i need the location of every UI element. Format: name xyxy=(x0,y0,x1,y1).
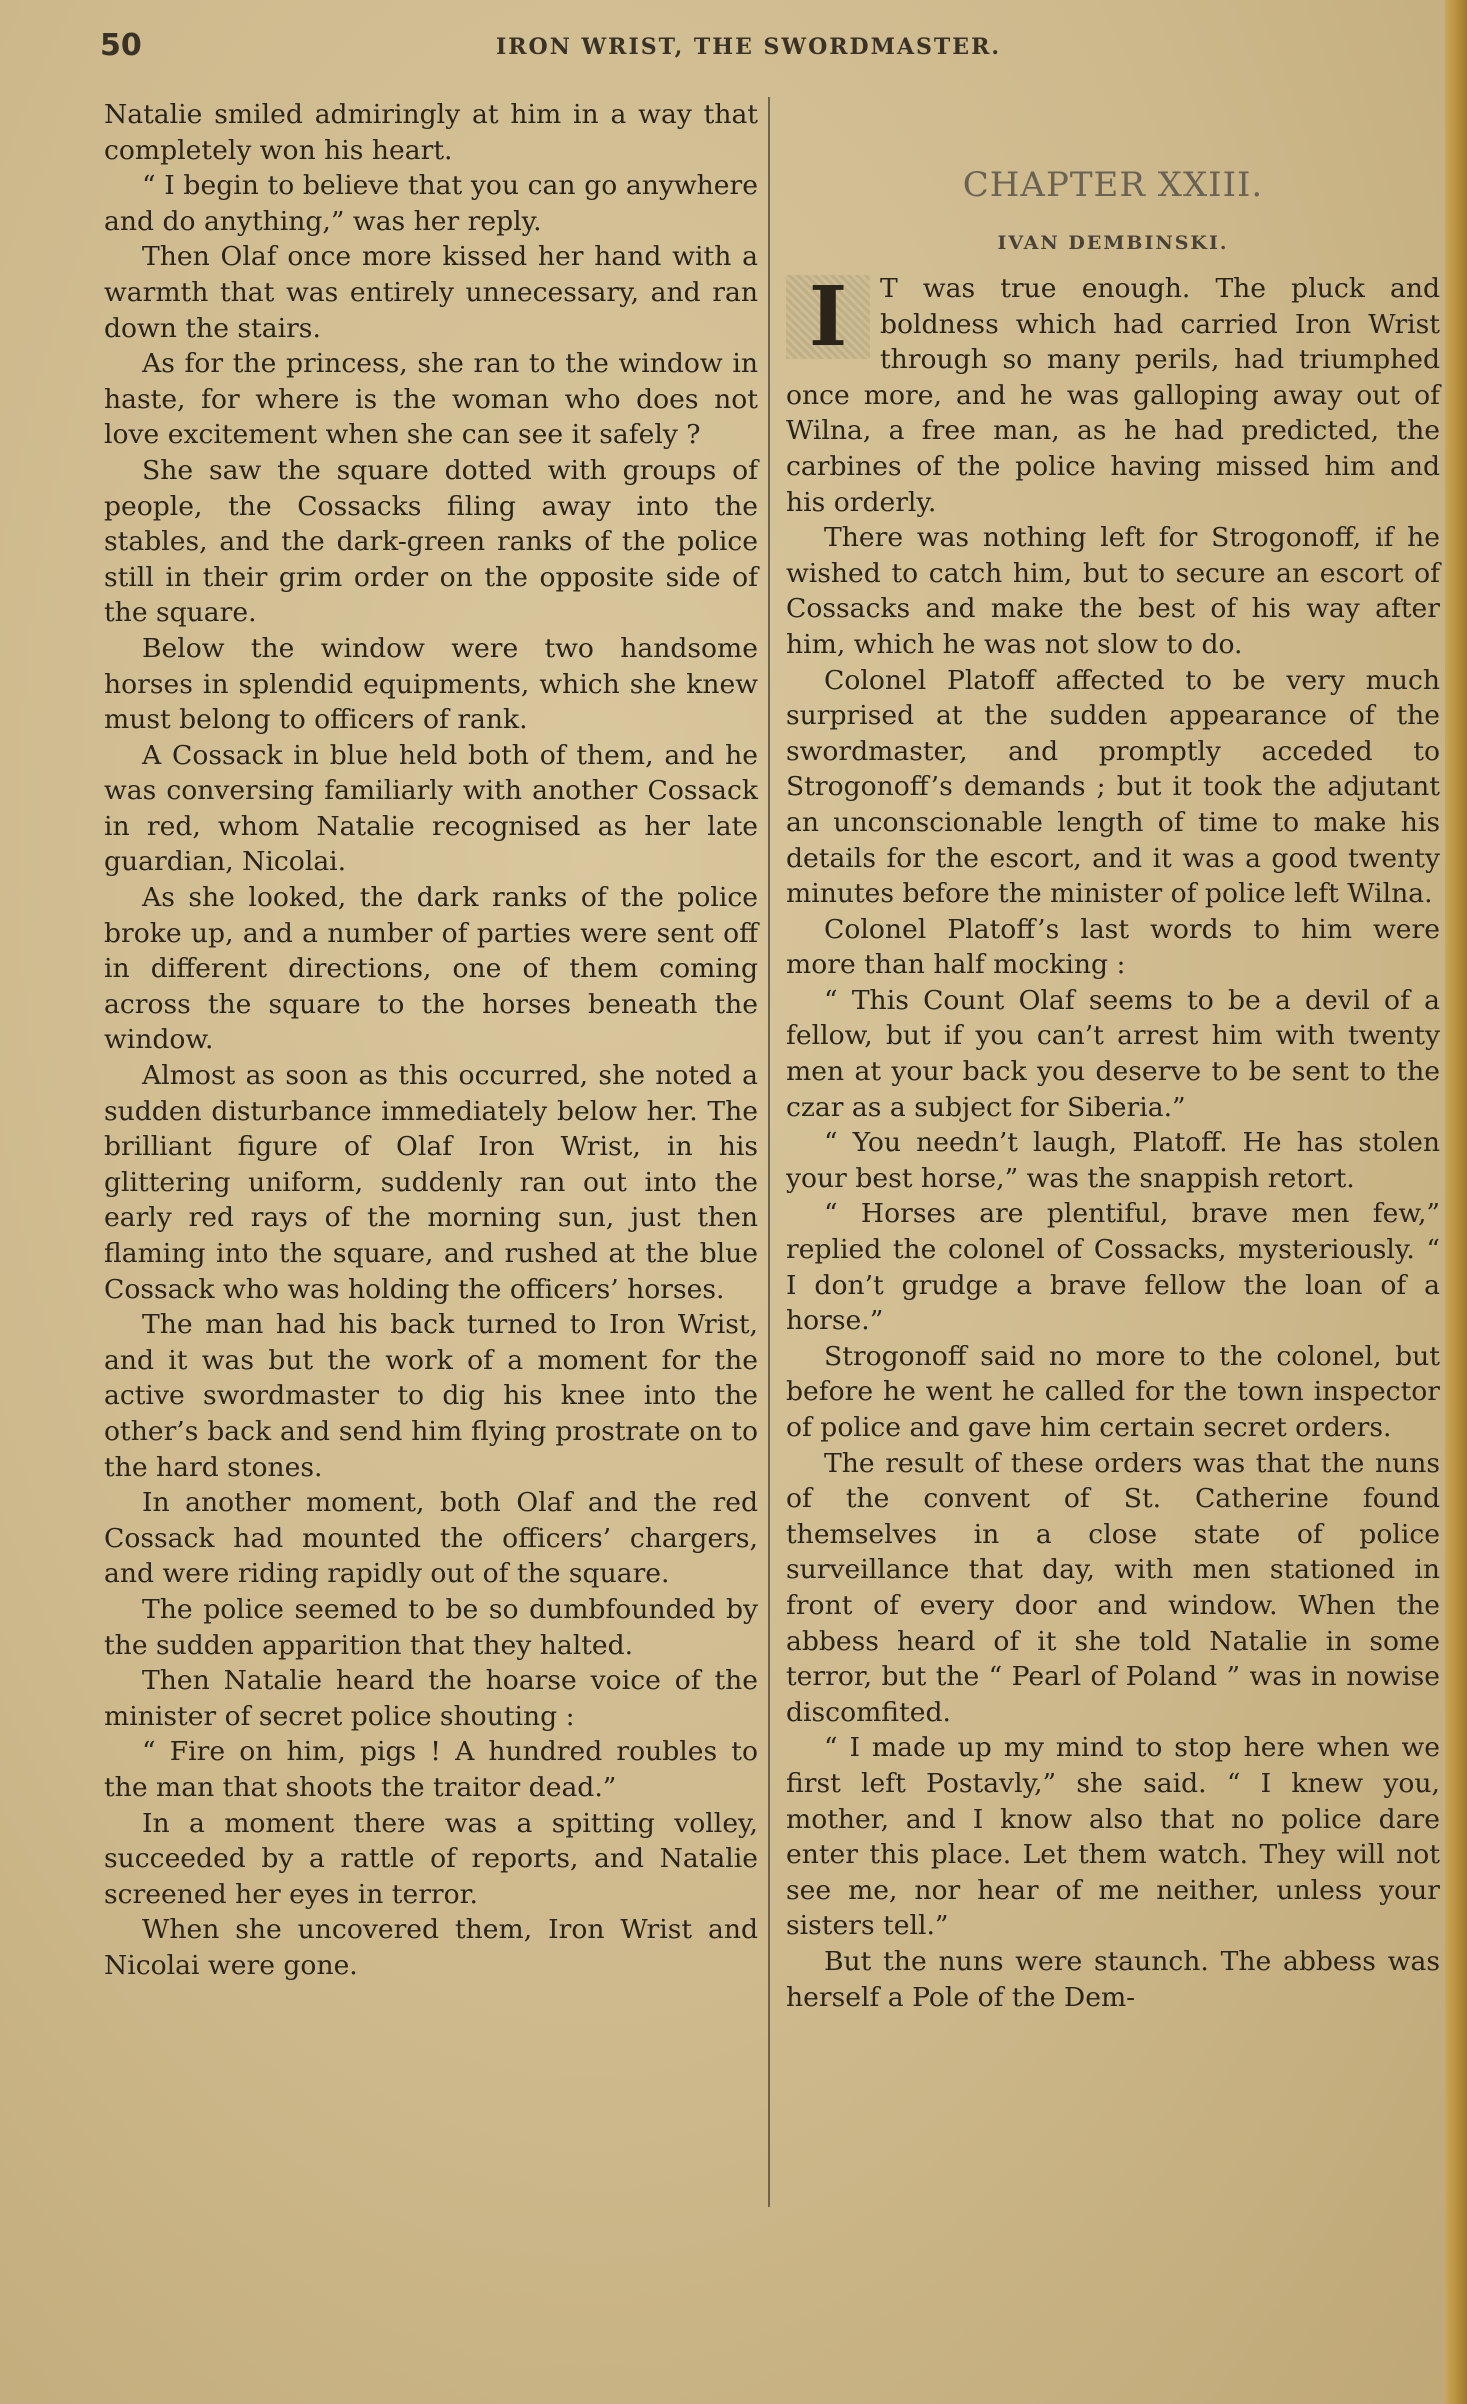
chapter-first-paragraph xyxy=(786,271,1440,520)
running-title: IRON WRIST, THE SWORDMASTER. xyxy=(495,34,1002,60)
paragraph: As she looked, the dark ranks of the police broke up, and a number of parties were sent off in different directions, one of them coming across the square to the horses beneath the window. xyxy=(104,882,758,1056)
paragraph: “ I made up my mind to stop here when we first left Postavly,” she said. “ I knew you, mother, and I know also that no police dare enter this place. Let them watch. They will not see me, nor hear of me neither, unless your sisters tell.” xyxy=(786,1732,1440,1942)
page-edge xyxy=(1445,0,1467,2404)
paragraph: When she uncovered them, Iron Wrist and Nicolai were gone. xyxy=(104,1914,758,1981)
paragraph: Then Natalie heard the hoarse voice of the minister of secret police shouting : xyxy=(104,1665,758,1732)
paragraph: Then Olaf once more kissed her hand with a warmth that was entirely unnecessary, and ran down the stairs. xyxy=(104,241,758,344)
page-header xyxy=(100,28,1397,68)
paragraph: She saw the square dotted with groups of people, the Cossacks filing away into the stables, and the dark-green ranks of the police still in their grim order on the opposite side of the square. xyxy=(104,454,758,629)
chapter-title: CHAPTER XXIII. xyxy=(962,165,1264,205)
paragraph: There was nothing left for Strogonoff, if he wished to catch him, but to secure an escort of Cossacks and make the best of his way after him, which he was not slow to do. xyxy=(786,522,1440,660)
paragraph: Colonel Platoff affected to be very much surprised at the sudden appearance of the swordmaster, and promptly acceded to Strogonoff’s demands ; but it took the adjutant an unconscionable length of time to make his details for the escort, and it was a good twenty minutes before the minister of police left Wilna. xyxy=(786,664,1440,910)
paragraph: The result of these orders was that the nuns of the convent of St. Catherine found themselves in a close state of police surveillance that day, with men stationed in front of every door and window. When the abbess heard of it she told Natalie in some terror, but the “ Pearl of Poland ” was in nowise discomfited. xyxy=(786,1447,1440,1728)
paragraph: A Cossack in blue held both of them, and he was conversing familiarly with another Cossack in red, whom Natalie recognised as her late guardian, Nicolai. xyxy=(104,739,758,878)
paragraph: Natalie smiled admiringly at him in a way that completely won his heart. xyxy=(104,99,758,166)
paragraph: The man had his back turned to Iron Wrist, and it was but the work of a moment for the active swordmaster to dig his knee into the other’s back and send him flying prostrate on to the hard stones. xyxy=(104,1309,758,1483)
paragraph: The police seemed to be so dumbfounded by the sudden apparition that they halted. xyxy=(104,1593,758,1661)
page-number: 50 xyxy=(100,28,142,63)
paragraph: Strogonoff said no more to the colonel, but before he went he called for the town inspector of police and gave him certain secret orders. xyxy=(786,1340,1440,1443)
column-divider xyxy=(768,97,770,2207)
left-column xyxy=(104,97,758,2207)
paragraph: In another moment, both Olaf and the red Cossack had mounted the officers’ chargers, and were riding rapidly out of the square. xyxy=(104,1487,758,1590)
paragraph: “ Horses are plentiful, brave men few,” replied the colonel of Cossacks, mysteriously. “ I don’t grudge a brave fellow the loan of a horse.” xyxy=(786,1198,1440,1337)
paragraph: “ This Count Olaf seems to be a devil of a fellow, but if you can’t arrest him with twenty men at your back you deserve to be sent to the czar as a subject for Siberia.” xyxy=(786,984,1440,1123)
paragraph: Almost as soon as this occurred, she noted a sudden disturbance immediately below her. The brilliant figure of Olaf Iron Wrist, in his glittering uniform, suddenly ran out into the early red rays of the morning sun, just then flaming into the square, and rushed at the blue Cossack who was holding the officers’ horses. xyxy=(104,1060,758,1305)
paragraph: As for the princess, she ran to the window in haste, for where is the woman who does not love excitement when she can see it safely ? xyxy=(104,348,758,451)
chapter-subtitle: IVAN DEMBINSKI. xyxy=(997,232,1229,254)
paragraph: Colonel Platoff’s last words to him were more than half mocking : xyxy=(786,913,1440,981)
paragraph: But the nuns were staunch. The abbess was herself a Pole of the Dem- xyxy=(786,1945,1440,2013)
drop-cap: I xyxy=(786,275,870,359)
paragraph: Below the window were two handsome horses in splendid equipments, which she knew must belong to officers of rank. xyxy=(104,632,758,736)
paragraph: In a moment there was a spitting volley, succeeded by a rattle of reports, and Natalie screened her eyes in terror. xyxy=(104,1807,758,1910)
right-column xyxy=(786,97,1440,2207)
paragraph: “ You needn’t laugh, Platoff. He has stolen your best horse,” was the snappish retort. xyxy=(786,1127,1440,1194)
paragraph: “ Fire on him, pigs ! A hundred roubles to the man that shoots the traitor dead.” xyxy=(104,1736,758,1803)
paragraph: “ I begin to believe that you can go anywhere and do anything,” was her reply. xyxy=(104,170,758,237)
first-paragraph-text: T was true enough. The pluck and boldness which had carried Iron Wrist through so many perils, had triumphed once more, and he was galloping away out of Wilna, a free man, as he had predicted, the carbines of the police having missed him and his orderly. xyxy=(786,273,1440,518)
